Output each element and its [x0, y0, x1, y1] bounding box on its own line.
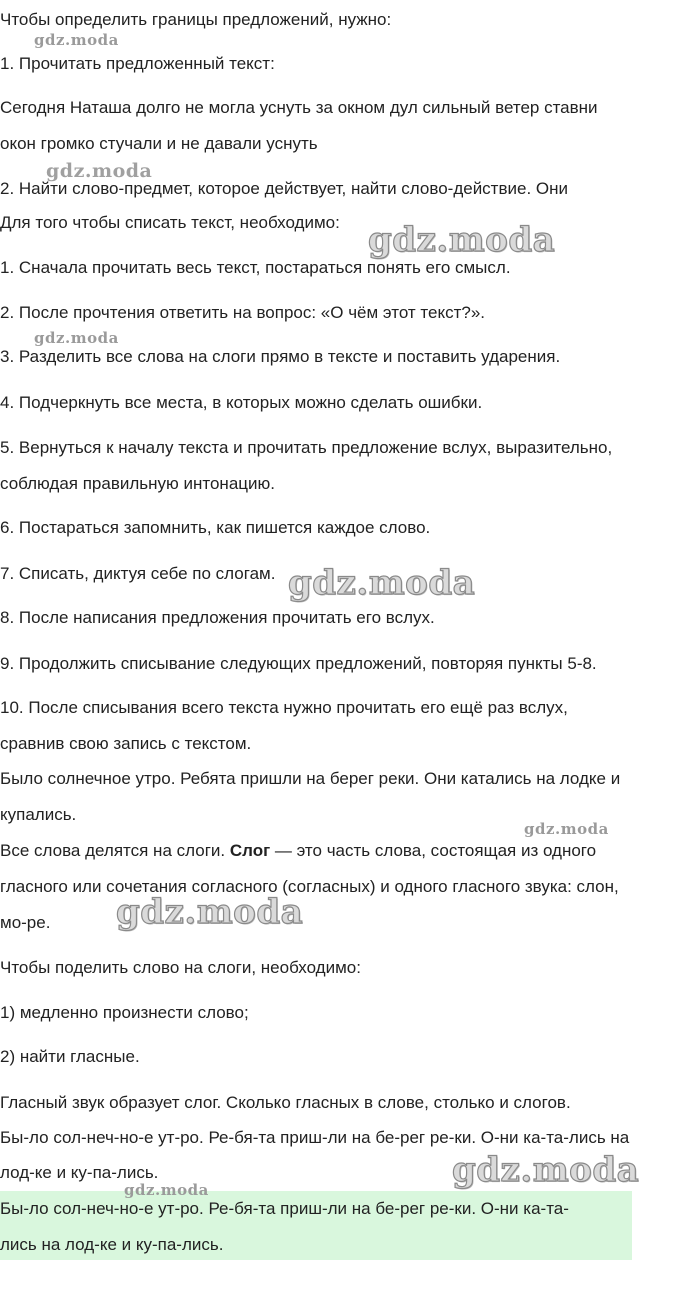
watermark: gdz.moda	[34, 329, 119, 347]
text-line: Гласный звук образует слог. Сколько гласных в слове, столько и слогов.	[0, 1093, 571, 1112]
answer-line: лись на лод-ке и ку-па-лись.	[0, 1235, 224, 1254]
text-line: 1. Прочитать предложенный текст:	[0, 54, 275, 73]
text-line: 2) найти гласные.	[0, 1047, 140, 1066]
text-line: 3. Разделить все слова на слоги прямо в тексте и поставить ударения.	[0, 347, 561, 366]
definition-rest: — это часть слова, состоящая из одного	[270, 841, 597, 860]
watermark: gdz.moda	[524, 820, 609, 838]
text-line: 8. После написания предложения прочитать его вслух.	[0, 608, 435, 627]
text-line: сравнив свою запись с текстом.	[0, 734, 252, 753]
watermark: gdz.moda	[116, 892, 304, 932]
text-line: соблюдая правильную интонацию.	[0, 474, 275, 493]
text-line: Чтобы поделить слово на слоги, необходимо:	[0, 958, 361, 977]
text-line: Для того чтобы списать текст, необходимо:	[0, 213, 340, 232]
watermark: gdz.moda	[124, 1181, 209, 1199]
text-line: 1) медленно произнести слово;	[0, 1003, 249, 1022]
text-line: 1. Сначала прочитать весь текст, постараться понять его смысл.	[0, 258, 511, 277]
text-line: лод-ке и ку-па-лись.	[0, 1163, 159, 1182]
watermark: gdz.moda	[452, 1150, 640, 1190]
definition-term: Слог	[229, 841, 271, 860]
text-line: купались.	[0, 805, 77, 824]
text-line: 2. После прочтения ответить на вопрос: «О чём этот текст?».	[0, 303, 486, 322]
text-line: мо-ре.	[0, 913, 51, 932]
text-line: 7. Списать, диктуя себе по слогам.	[0, 564, 276, 583]
text-line: гласного или сочетания согласного (согласных) и одного гласного звука: слон,	[0, 877, 619, 896]
definition-intro: Все слова делятся на слоги.	[0, 841, 230, 860]
text-line: 6. Постараться запомнить, как пишется каждое слово.	[0, 518, 431, 537]
text-line: Сегодня Наташа долго не могла уснуть за окном дул сильный ветер ставни	[0, 98, 598, 117]
watermark: gdz.moda	[368, 220, 556, 260]
text-line: окон громко стучали и не давали уснуть	[0, 134, 318, 153]
text-line: Бы-ло сол-неч-но-е ут-ро. Ре-бя-та приш-ли на бе-рег ре-ки. О-ни ка-та-лись на	[0, 1128, 630, 1147]
watermark: gdz.moda	[288, 563, 476, 603]
text-line: Чтобы определить границы предложений, нужно:	[0, 10, 392, 29]
text-line: 4. Подчеркнуть все места, в которых можно сделать ошибки.	[0, 393, 483, 412]
text-line: 2. Найти слово-предмет, которое действует, найти слово-действие. Они	[0, 179, 569, 198]
syllable-definition	[0, 839, 596, 863]
text-line: 9. Продолжить списывание следующих предложений, повторяя пункты 5-8.	[0, 654, 597, 673]
answer-line: Бы-ло сол-неч-но-е ут-ро. Ре-бя-та приш-ли на бе-рег ре-ки. О-ни ка-та-	[0, 1199, 569, 1218]
watermark: gdz.moda	[46, 160, 153, 182]
watermark: gdz.moda	[34, 31, 119, 49]
text-line: Было солнечное утро. Ребята пришли на берег реки. Они катались на лодке и	[0, 769, 621, 788]
text-line: 10. После списывания всего текста нужно прочитать его ещё раз вслух,	[0, 698, 568, 717]
text-line: 5. Вернуться к началу текста и прочитать предложение вслух, выразительно,	[0, 438, 613, 457]
